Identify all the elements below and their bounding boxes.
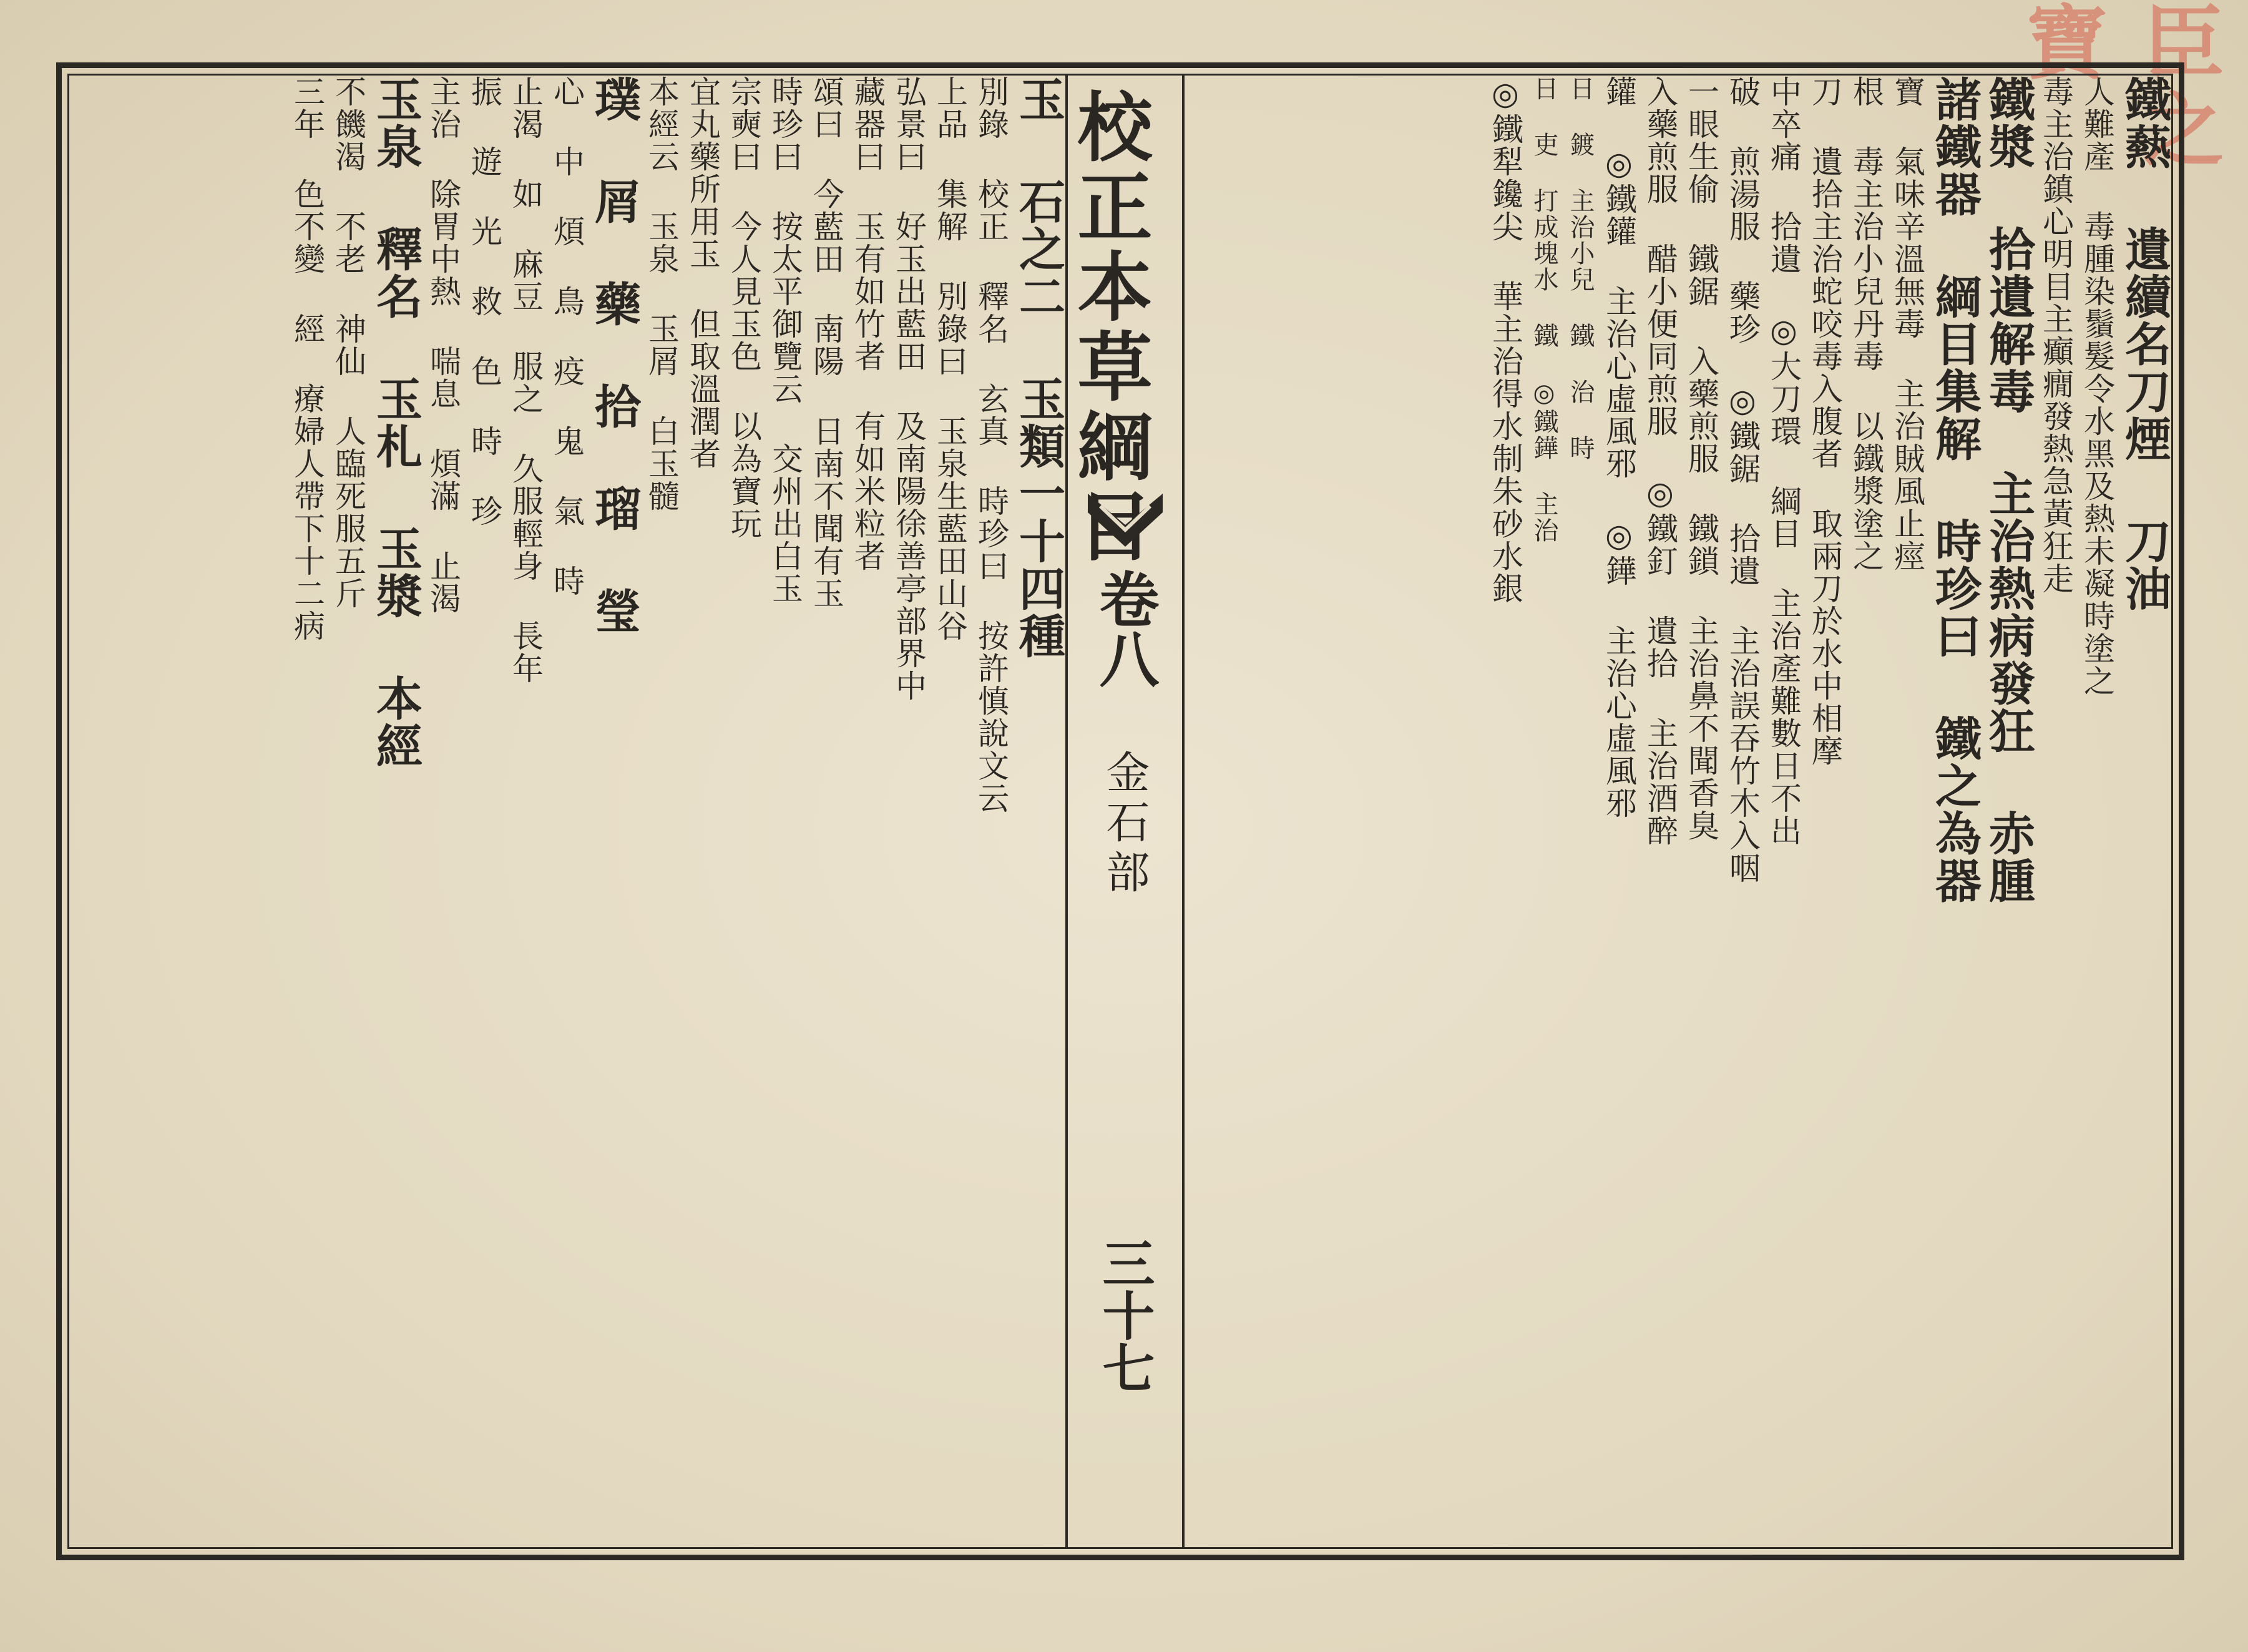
text-column: ◎鐵犁鑱尖 華主治得水制朱砂水銀 <box>1487 76 1523 605</box>
text-column: 日 吏 打成塊水 鐵 ◎鐵鏵 主治 <box>1530 76 1558 544</box>
seal-lettering: 臣之寶 <box>2013 0 2225 175</box>
section-name: 金石部 <box>1099 750 1150 899</box>
right-page-text <box>1185 76 2171 1547</box>
left-page-text <box>69 76 1065 1547</box>
text-column: 寶 氣味辛溫無毒 主治賊風止痙 <box>1889 76 1925 572</box>
text-column: 玉泉 釋名 玉札 玉漿 本經 <box>369 76 423 770</box>
text-column: 一眼生偷 鐵鋸 入藥煎服 鐵鎖 主治鼻不聞香臭 <box>1683 76 1719 842</box>
text-column: 時珍曰 按太平御覽云 交州出白玉 <box>767 76 803 605</box>
text-column: 宗奭曰 今人見玉色 以為寶玩 <box>726 76 762 540</box>
text-column: 別錄 校正 釋名 玄真 時珍曰 按許慎說文云 <box>973 76 1009 814</box>
text-column: 破 煎湯服 藥珍 ◎鐵鋸 拾遺 主治誤吞竹木入咽 <box>1724 76 1761 884</box>
text-column: 不饑渴 不老 神仙 人臨死服五斤 <box>330 76 366 610</box>
text-column: 上品 集解 別錄曰 玉泉生藍田山谷 <box>932 76 968 642</box>
text-column: 藏器曰 玉有如竹者 有如米粒者 <box>849 76 886 572</box>
text-column: 鑵 ◎鐵鑵 主治心虛風邪 ◎鏵 主治心虛風邪 <box>1601 76 1637 819</box>
text-column: 本經云 玉泉 玉屑 白玉髓 <box>643 76 680 512</box>
text-column: 刀 遺拾主治蛇咬毒入腹者 取兩刀於水中相摩 <box>1807 76 1843 767</box>
text-column: 日 鍍 主治小兒 鐵 治 時 <box>1566 76 1595 461</box>
text-column: 毒主治鎮心明目主癲癇發熱急黃狂走 <box>2038 76 2074 595</box>
text-column: 宜丸藥所用玉 但取溫潤者 <box>685 76 721 470</box>
text-column: 中卒痛 拾遺 ◎大刀環 綱目 主治產難數日不出 <box>1766 76 1802 847</box>
text-column: 三年 色不變 經 療婦人帶下十二病 <box>289 76 325 642</box>
volume-number: 卷八 <box>1090 569 1160 688</box>
text-column: 心 中 煩 鳥 疫 鬼 氣 時 <box>549 76 585 597</box>
text-column: 玉 石之二 玉類一十四種 <box>1012 76 1065 660</box>
text-column: 鐵漿 拾遺解毒 主治熱病發狂 赤腫 <box>1982 76 2035 904</box>
text-column: 主治 除胃中熱 喘息 煩滿 止渴 <box>425 76 461 615</box>
book-title: 校正本草綱目 <box>1065 88 1153 567</box>
page-number: 三十七 <box>1094 1236 1156 1394</box>
text-column: 止渴 如 麻豆 服之 久服輕身 長年 <box>507 76 544 685</box>
text-column: 諸鐵器 綱目集解 時珍曰 鐵之為器 <box>1928 76 1982 904</box>
fish-tail-ornament-icon <box>1085 487 1166 562</box>
text-column: 入藥煎服 醋小便同煎服 ◎鐵釘 遺拾 主治酒醉 <box>1642 76 1678 847</box>
center-spine <box>1065 76 1185 1547</box>
text-column: 弘景曰 好玉出藍田 及南陽徐善亭部界中 <box>891 76 927 702</box>
text-column: 根 毒主治小兒丹毒 以鐵漿塗之 <box>1848 76 1884 572</box>
text-column: 鐵爇 遺續名刀煙 刀油 <box>2118 76 2171 612</box>
text-column: 璞 屑 藥 拾 瑠 瑩 <box>587 76 641 635</box>
text-column: 人難產 毒腫染鬚髮令水黑及熱未凝時塗之 <box>2079 76 2115 697</box>
text-column: 振 遊 光 救 色 時 珍 <box>466 76 502 527</box>
text-column: 頌曰 今藍田 南陽 日南不聞有玉 <box>808 76 844 610</box>
